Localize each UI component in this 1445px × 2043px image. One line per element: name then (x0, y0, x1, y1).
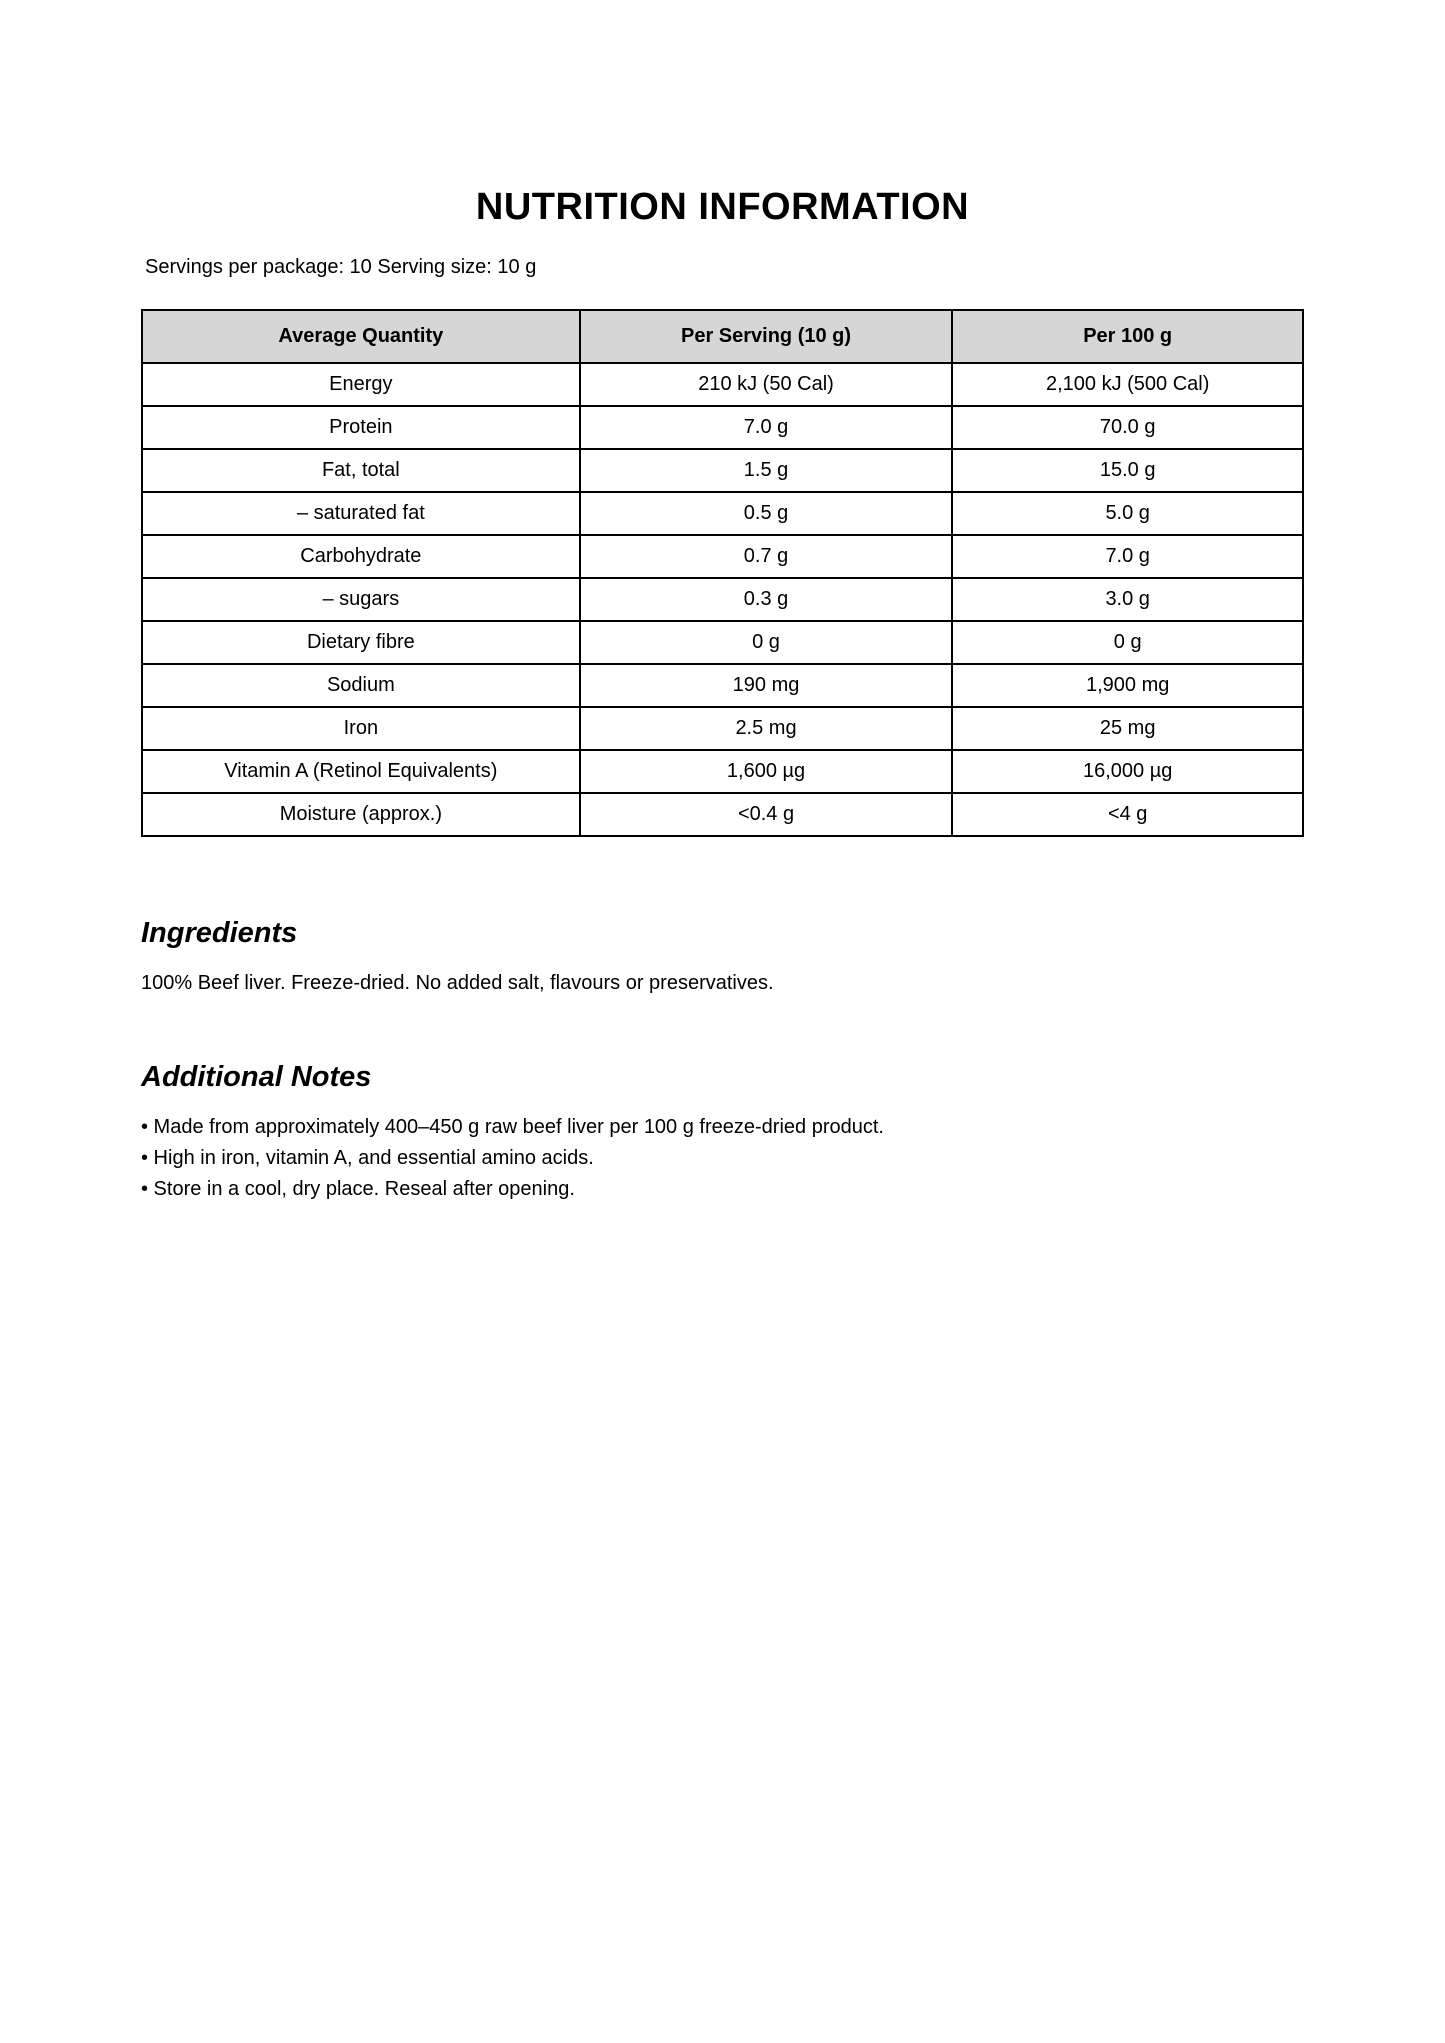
value-per-100g: <4 g (952, 793, 1303, 836)
table-row (142, 406, 1303, 449)
table-row (142, 750, 1303, 793)
value-per-100g: 16,000 µg (952, 750, 1303, 793)
value-per-serving: 7.0 g (580, 406, 953, 449)
value-per-100g: 2,100 kJ (500 Cal) (952, 363, 1303, 406)
table-row (142, 707, 1303, 750)
header-per-100g: Per 100 g (952, 310, 1303, 363)
note-item: • High in iron, vitamin A, and essential amino acids. (141, 1147, 594, 1169)
table-row (142, 578, 1303, 621)
value-per-serving: 1,600 µg (580, 750, 953, 793)
row-label: Iron (142, 707, 580, 750)
notes-heading: Additional Notes (141, 1061, 372, 1093)
value-per-serving: 210 kJ (50 Cal) (580, 363, 953, 406)
table-row (142, 363, 1303, 406)
table-row (142, 535, 1303, 578)
row-label: – sugars (142, 578, 580, 621)
table-row (142, 492, 1303, 535)
row-label: Sodium (142, 664, 580, 707)
value-per-100g: 15.0 g (952, 449, 1303, 492)
ingredients-text: 100% Beef liver. Freeze-dried. No added salt, flavours or preservatives. (141, 972, 774, 994)
value-per-serving: 0.5 g (580, 492, 953, 535)
row-label: Dietary fibre (142, 621, 580, 664)
table-row (142, 793, 1303, 836)
nutrition-table (141, 309, 1304, 837)
value-per-serving: 0.7 g (580, 535, 953, 578)
value-per-100g: 7.0 g (952, 535, 1303, 578)
value-per-100g: 70.0 g (952, 406, 1303, 449)
table-row (142, 664, 1303, 707)
header-per-serving: Per Serving (10 g) (580, 310, 953, 363)
row-label: Carbohydrate (142, 535, 580, 578)
value-per-serving: 190 mg (580, 664, 953, 707)
value-per-100g: 25 mg (952, 707, 1303, 750)
row-label: – saturated fat (142, 492, 580, 535)
table-row (142, 621, 1303, 664)
row-label: Energy (142, 363, 580, 406)
row-label: Moisture (approx.) (142, 793, 580, 836)
servings-line: Servings per package: 10 Serving size: 10 g (145, 256, 537, 278)
value-per-serving: 0 g (580, 621, 953, 664)
value-per-serving: <0.4 g (580, 793, 953, 836)
value-per-serving: 0.3 g (580, 578, 953, 621)
value-per-100g: 1,900 mg (952, 664, 1303, 707)
table-row (142, 449, 1303, 492)
header-average-quantity: Average Quantity (142, 310, 580, 363)
note-item: • Made from approximately 400–450 g raw beef liver per 100 g freeze-dried product. (141, 1116, 884, 1138)
table-header-row (142, 310, 1303, 363)
value-per-100g: 5.0 g (952, 492, 1303, 535)
row-label: Vitamin A (Retinol Equivalents) (142, 750, 580, 793)
row-label: Fat, total (142, 449, 580, 492)
page-title: NUTRITION INFORMATION (475, 186, 970, 228)
value-per-100g: 3.0 g (952, 578, 1303, 621)
note-item: • Store in a cool, dry place. Reseal after opening. (141, 1178, 575, 1200)
value-per-100g: 0 g (952, 621, 1303, 664)
ingredients-heading: Ingredients (141, 917, 298, 949)
value-per-serving: 1.5 g (580, 449, 953, 492)
value-per-serving: 2.5 mg (580, 707, 953, 750)
notes-list (141, 1112, 1304, 1205)
row-label: Protein (142, 406, 580, 449)
